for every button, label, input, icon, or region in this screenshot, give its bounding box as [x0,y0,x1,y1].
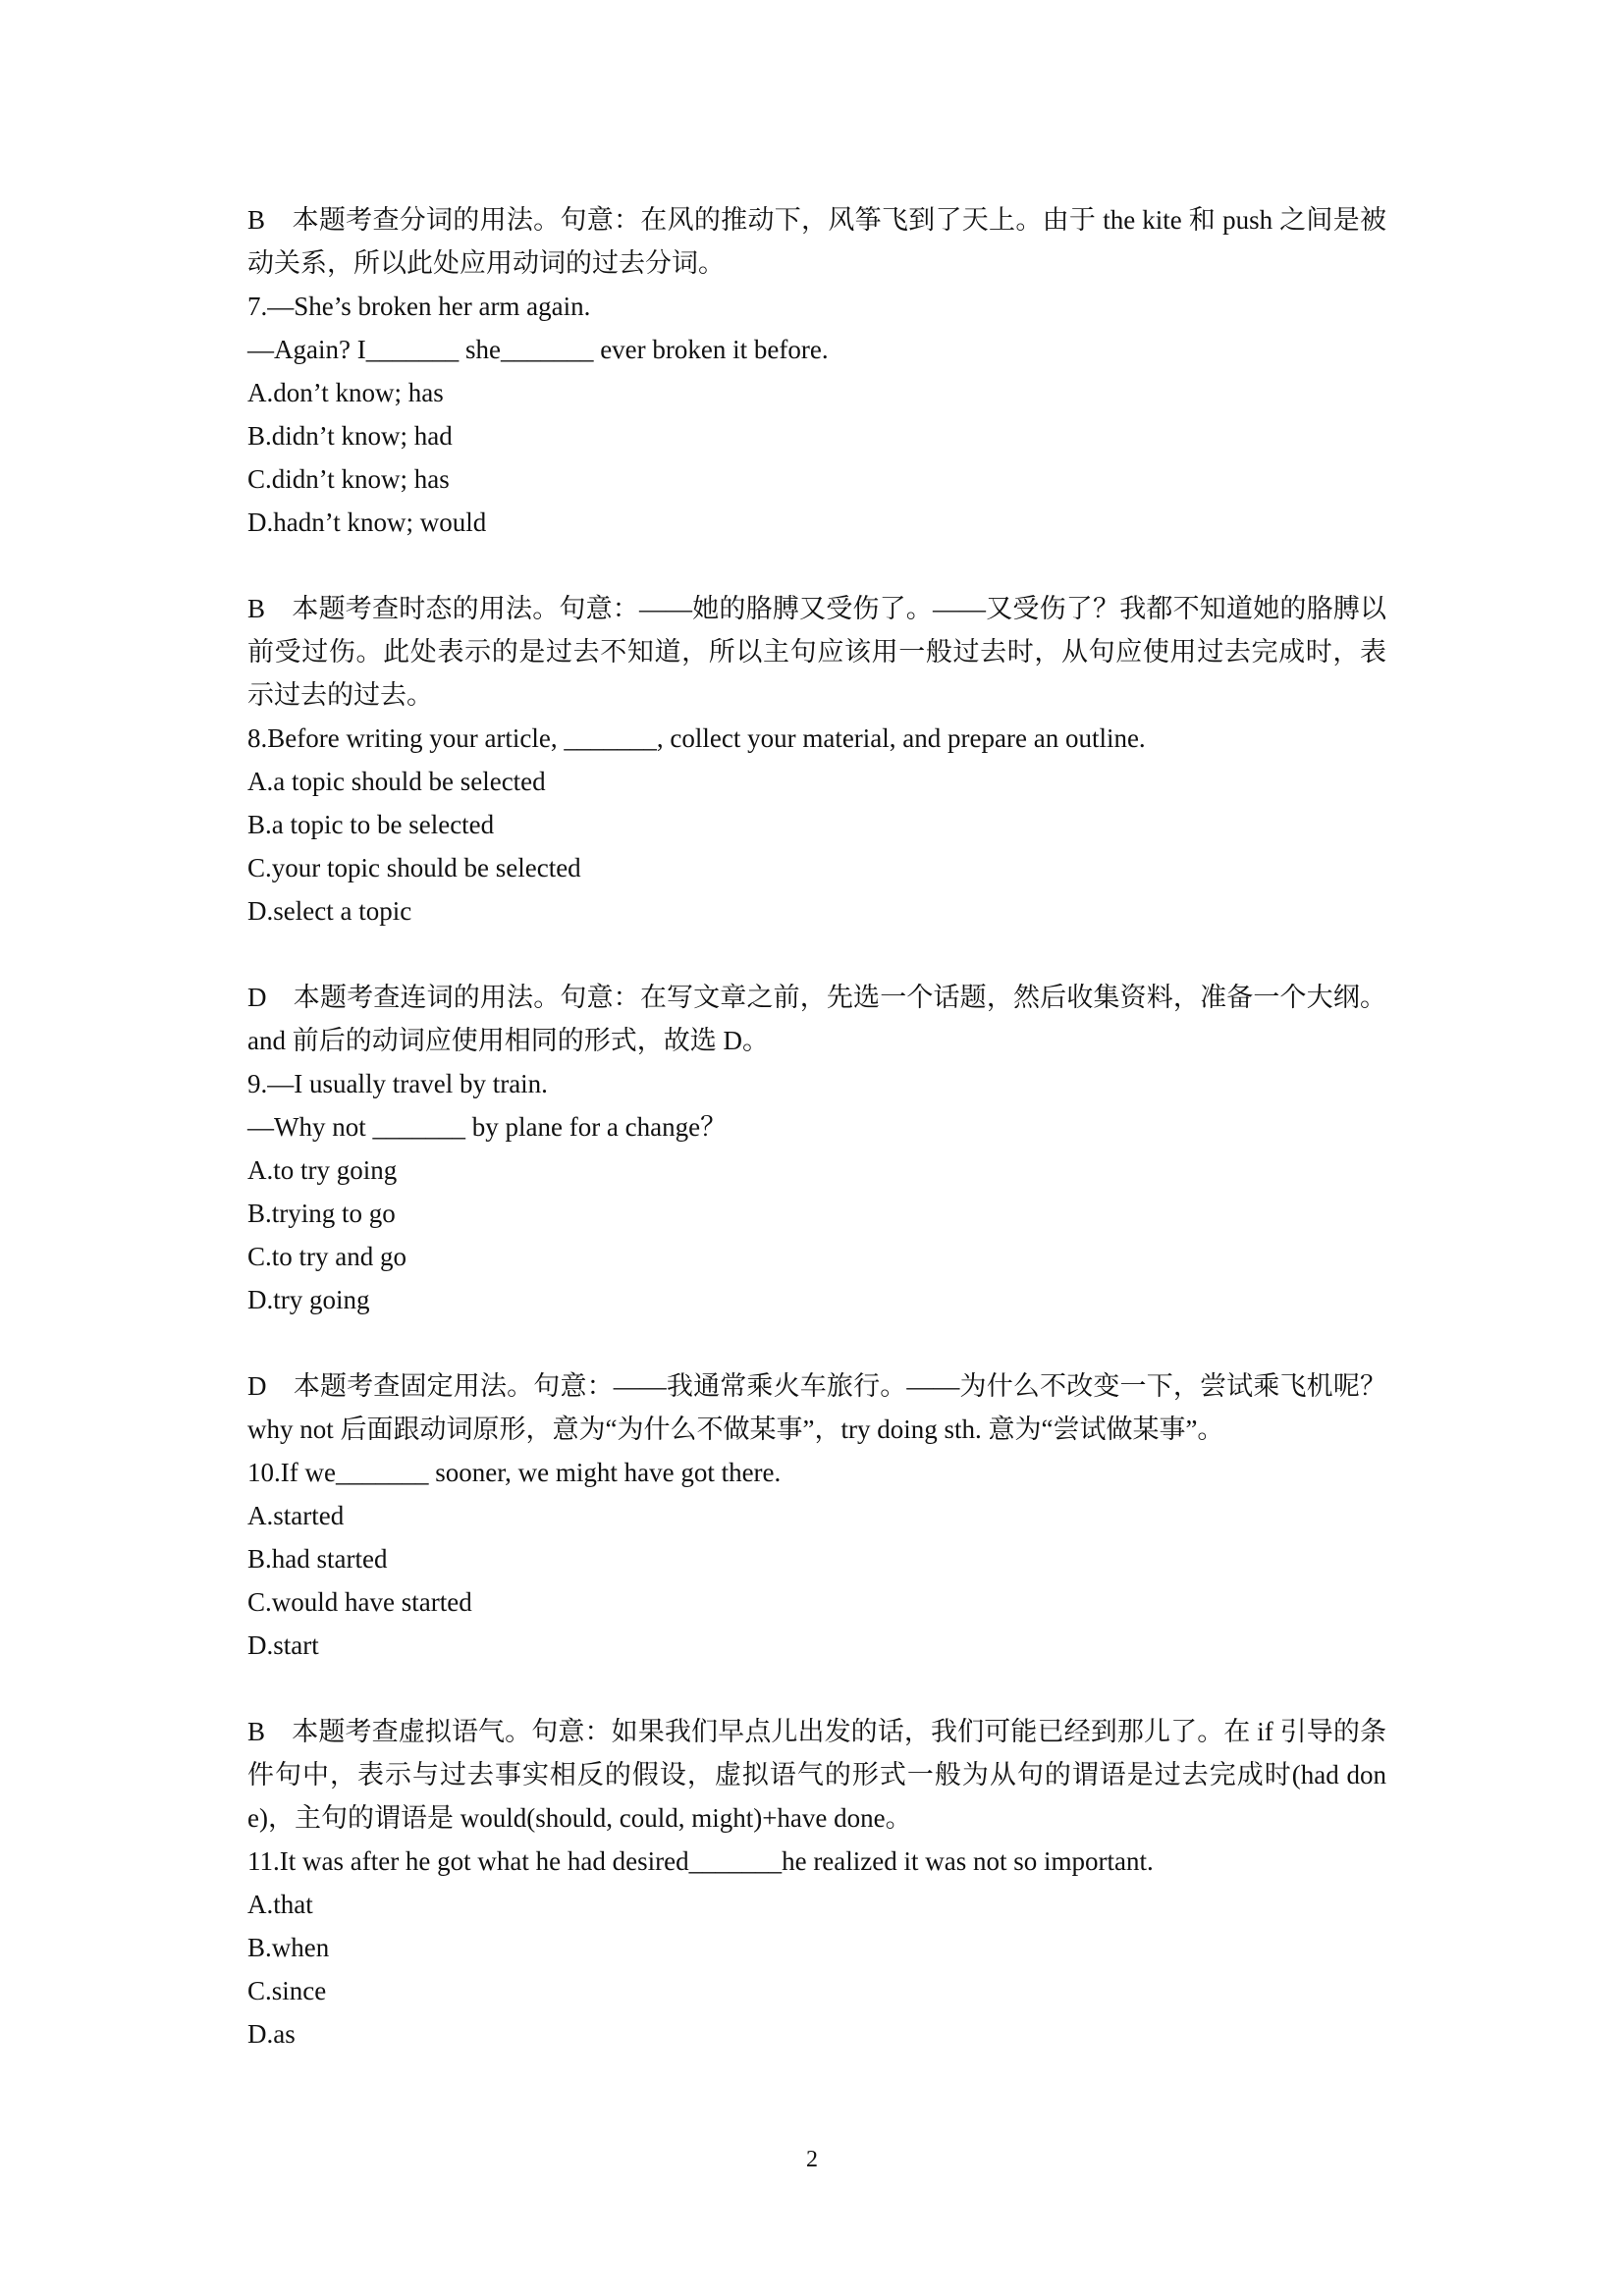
spacer [247,933,1386,976]
explanation-q10: B 本题考查虚拟语气。句意：如果我们早点儿出发的话，我们可能已经到那儿了。在 if 引导的条件句中，表示与过去事实相反的假设，虚拟语气的形式一般为从句的谓语是过去完成时(had done)，主句的谓语是 would(should, could, might)+have done。 [247,1717,1386,1833]
option-d: D.select a topic [247,896,412,926]
question-stem: 9.—I usually travel by train. [247,1069,548,1098]
option-b: B.a topic to be selected [247,810,495,839]
page-number: 2 [806,2147,818,2172]
option-d: D.as [247,2019,296,2049]
option-a: A.don’t know; has [247,378,444,407]
spacer [247,1667,1386,1710]
explanation-q6: B 本题考查分词的用法。句意：在风的推动下，风筝飞到了天上。由于 the kite 和 push 之间是被动关系，所以此处应用动词的过去分词。 [247,205,1386,278]
question-11 [247,1840,1386,2056]
option-a: A.a topic should be selected [247,767,546,796]
question-stem: 11.It was after he got what he had desired_______he realized it was not so important. [247,1846,1154,1876]
question-stem-reply: —Why not _______ by plane for a change？ [247,1112,728,1142]
question-stem-reply: —Again? I_______ she_______ ever broken it before. [247,335,829,364]
question-10 [247,1451,1386,1667]
explanation-q7: B 本题考查时态的用法。句意：——她的胳膊又受伤了。——又受伤了？我都不知道她的胳膊以前受过伤。此处表示的是过去不知道，所以主句应该用一般过去时，从句应使用过去完成时，表示过去的过去。 [247,594,1386,710]
spacer [247,544,1386,587]
question-stem: 8.Before writing your article, _______, collect your material, and prepare an outline. [247,723,1146,753]
option-c: C.didn’t know; has [247,464,450,494]
spacer [247,1321,1386,1364]
option-b: B.trying to go [247,1199,396,1228]
document-body [247,198,1386,2056]
question-7 [247,285,1386,544]
option-d: D.start [247,1630,319,1660]
explanation-q8: D 本题考查连词的用法。句意：在写文章之前，先选一个话题，然后收集资料，准备一个大纲。and 前后的动词应使用相同的形式，故选 D。 [247,983,1386,1055]
question-stem: 7.—She’s broken her arm again. [247,292,591,321]
option-a: A.started [247,1501,345,1530]
option-c: C.to try and go [247,1242,406,1271]
option-c: C.your topic should be selected [247,853,581,882]
question-9 [247,1062,1386,1321]
explanation-q9: D 本题考查固定用法。句意：——我通常乘火车旅行。——为什么不改变一下，尝试乘飞机呢？why not 后面跟动词原形，意为“为什么不做某事”，try doing sth. 意为“尝试做某事”。 [247,1371,1386,1444]
option-b: B.didn’t know; had [247,421,453,451]
option-a: A.that [247,1890,313,1919]
option-d: D.hadn’t know; would [247,507,487,537]
question-stem: 10.If we_______ sooner, we might have got there. [247,1458,782,1487]
option-c: C.since [247,1976,327,2005]
question-8 [247,717,1386,933]
option-b: B.had started [247,1544,388,1574]
option-a: A.to try going [247,1155,398,1185]
option-c: C.would have started [247,1587,472,1617]
option-b: B.when [247,1933,330,1962]
option-d: D.try going [247,1285,370,1314]
